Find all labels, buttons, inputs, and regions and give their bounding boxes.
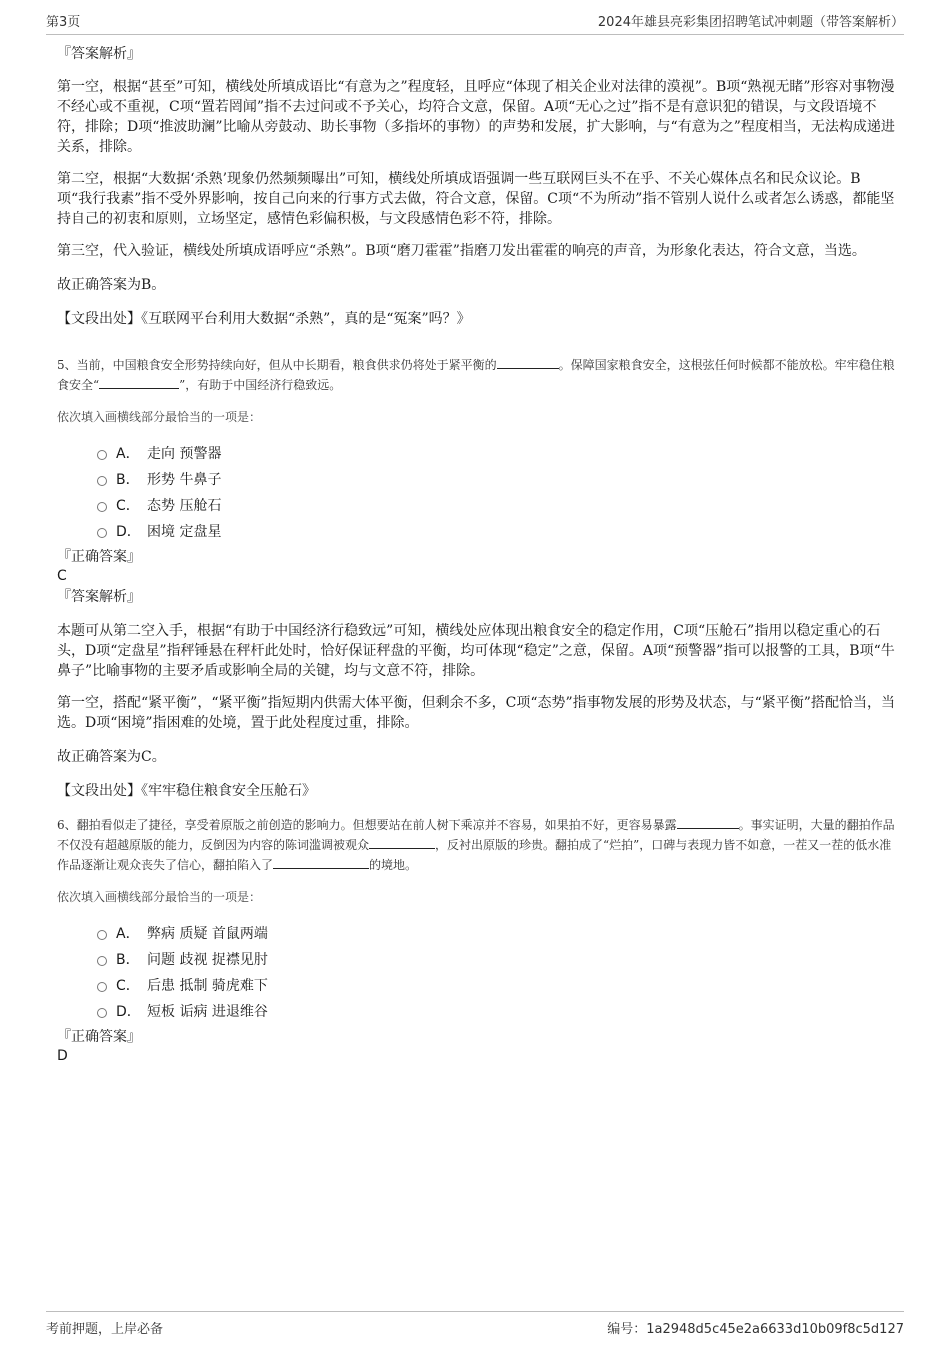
option-c[interactable]: C． 态势 压舱石 [57, 493, 895, 519]
answer-label: 『正确答案』 [57, 1029, 141, 1045]
option-b[interactable]: B． 问题 歧视 捉襟见肘 [57, 947, 895, 973]
radio-icon[interactable] [97, 956, 107, 966]
footer-slogan: 考前押题，上岸必备 [46, 1322, 164, 1337]
document-title: 2024年雄县亮彩集团招聘笔试冲刺题（带答案解析） [597, 15, 904, 30]
question-6-options [57, 921, 895, 1025]
answer-blank [497, 356, 559, 369]
radio-icon[interactable] [97, 1008, 107, 1018]
analysis-paragraph: 第三空，代入验证，横线处所填成语呼应“杀熟”。B项“磨刀霍霍”指磨刀发出霍霍的响亮的声音，为形象化表达，符合文意，当选。 [57, 243, 866, 259]
answer-blank [99, 376, 179, 389]
answer-blank [369, 836, 435, 849]
question-5-stem: 5、当前，中国粮食安全形势持续向好，但从中长期看，粮食供求仍将处于紧平衡的 。保障国家粮食安全，这根弦任何时候都不能放松。牢牢稳住粮食安全“ ”，有助于中国经济行稳致远。 [57, 358, 895, 392]
analysis-paragraph: 第二空，根据“大数据‘杀熟’现象仍然频频曝出”可知，横线处所填成语强调一些互联网巨头不在乎、不关心媒体点名和民众议论。B项“我行我素”指不受外界影响，按自己向来的行事方式去做，符合文意，保留。C项“不为所动”指不管别人说什么或者怎么诱惑，都能坚持自己的初衷和原则，立场坚定，感情色彩偏积极，与文段感情色彩不符，排除。 [57, 171, 895, 227]
source-citation: 【文段出处】《牢牢稳住粮食安全压舱石》 [57, 783, 316, 799]
source-citation: 【文段出处】《互联网平台利用大数据“杀熟”，真的是“冤案”吗？》 [57, 311, 471, 327]
analysis-paragraph: 本题可从第二空入手，根据“有助于中国经济行稳致远”可知，横线处应体现出粮食安全的稳定作用，C项“压舱石”指用以稳定重心的石头，D项“定盘星”指秤锤悬在秤杆此处时，恰好保证秤盘的平衡，均可体现“稳定”之意，保留。A项“预警器”指可以报警的工具，B项“牛鼻子”比喻事物的主要矛盾或影响全局的关键，均与文意不符，排除。 [57, 623, 895, 679]
option-d[interactable]: D． 困境 定盘星 [57, 519, 895, 545]
correct-answer: C [57, 568, 67, 584]
analysis-paragraph: 第一空，根据“甚至”可知，横线处所填成语比“有意为之”程度轻，且呼应“体现了相关企业对法律的漠视”。B项“熟视无睹”形容对事物漫不经心或不重视，C项“置若罔闻”指不去过问或不予关心，均符合文意，保留。A项“无心之过”指不是有意识犯的错误，与文段语境不符，排除；D项“推波助澜”比喻从旁鼓动、助长事物（多指坏的事物）的声势和发展，扩大影响，与“有意为之”程度相当，无法构成递进关系，排除。 [57, 79, 895, 155]
question-5-options [57, 441, 895, 545]
option-a[interactable]: A． 弊病 质疑 首鼠两端 [57, 921, 895, 947]
analysis-paragraph: 故正确答案为B。 [57, 277, 166, 293]
option-d[interactable]: D． 短板 诟病 进退维谷 [57, 999, 895, 1025]
page-content [57, 44, 895, 1065]
option-c[interactable]: C． 后患 抵制 骑虎难下 [57, 973, 895, 999]
answer-blank [273, 856, 369, 869]
question-instruction: 依次填入画横线部分最恰当的一项是： [57, 410, 262, 424]
analysis-paragraph: 故正确答案为C。 [57, 749, 166, 765]
radio-icon[interactable] [97, 528, 107, 538]
answer-blank [677, 816, 739, 829]
document-code: 编号：1a2948d5c45e2a6633d10b09f8c5d127 [607, 1322, 904, 1337]
option-a[interactable]: A． 走向 预警器 [57, 441, 895, 467]
analysis-label: 『答案解析』 [57, 46, 141, 62]
analysis-label: 『答案解析』 [57, 589, 141, 605]
radio-icon[interactable] [97, 930, 107, 940]
radio-icon[interactable] [97, 476, 107, 486]
radio-icon[interactable] [97, 502, 107, 512]
page-header [46, 0, 904, 35]
question-instruction: 依次填入画横线部分最恰当的一项是： [57, 890, 262, 904]
option-b[interactable]: B． 形势 牛鼻子 [57, 467, 895, 493]
page-footer [46, 1311, 904, 1337]
radio-icon[interactable] [97, 982, 107, 992]
radio-icon[interactable] [97, 450, 107, 460]
analysis-paragraph: 第一空，搭配“紧平衡”，“紧平衡”指短期内供需大体平衡，但剩余不多，C项“态势”指事物发展的形势及状态，与“紧平衡”搭配恰当，当选。D项“困境”指困难的处境，置于此处程度过重，排除。 [57, 695, 895, 731]
answer-label: 『正确答案』 [57, 549, 141, 565]
page-number: 第3页 [46, 15, 81, 30]
question-6-stem: 6、翻拍看似走了捷径，享受着原版之前创造的影响力。但想要站在前人树下乘凉并不容易，如果拍不好，更容易暴露 。事实证明，大量的翻拍作品不仅没有超越原版的能力，反倒因为内容的陈词滥调被观众 ，反衬出原版的珍贵。翻拍成了“烂拍”，口碑与表现力皆不如意，一茬又一茬的低水准作品逐渐让观众丧失了信心，翻拍陷入了 的境地。 [57, 818, 895, 872]
correct-answer: D [57, 1048, 68, 1064]
